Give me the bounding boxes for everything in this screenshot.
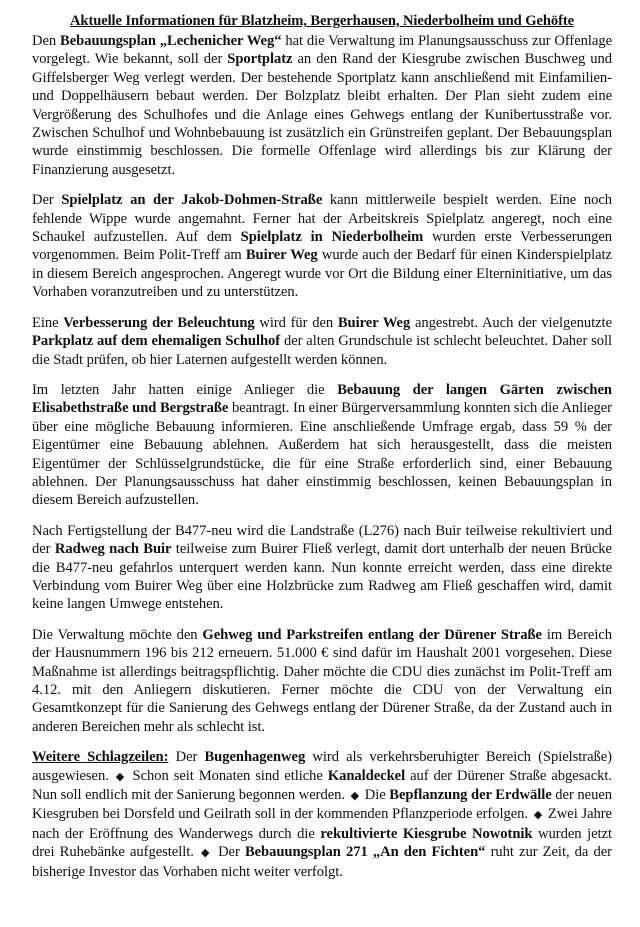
paragraph-bebauungsplan-lechenicher-weg [32, 32, 612, 179]
paragraph-bebauung-gaerten [32, 381, 612, 510]
diamond-bullet-icon: ◆ [350, 790, 360, 803]
text-run: wird für den [254, 314, 338, 331]
paragraph-weitere-schlagzeilen [32, 748, 612, 881]
text-run: wird als verkehrsberuhigter Bereich (Spielstraße) ausgewiesen. [32, 749, 612, 784]
text-run: angestrebt. Auch der vielgenutzte [410, 314, 612, 331]
bold-phrase: Spielplatz in Niederbolheim [240, 229, 424, 246]
text-run: Der [32, 192, 62, 209]
bold-phrase: Verbesserung der Beleuchtung [63, 314, 255, 331]
text-run: Die Verwaltung möchte den [32, 626, 203, 643]
paragraph-spielplatz [32, 191, 612, 301]
bold-phrase: Spielplatz an der Jakob-Dohmen-Straße [61, 192, 323, 209]
bold-phrase: Bugenhagenweg [204, 749, 306, 766]
diamond-bullet-icon: ◆ [533, 809, 543, 822]
text-run: im Bereich der Hausnummern 196 bis 212 erneuern. 51.000 € sind dafür im Haushalt 2001 vorgesehen. Diese Maßnahme ist allerdings beitragspflichtig. Daher möchte die CDU dies zunächst im Polit-Treff am 4.12. mit den Anliegern diskutieren. Ferner möchte die CDU von der Verwaltung ein Gesamtkonzept für die Sanierung des Gehwegs entlang der Dürener Straße, da der Zustand auch in anderen Bereichen mehr als schlecht ist. [32, 626, 612, 735]
text-run: ruht zur Zeit, da der bisherige Investor das Vorhaben nicht weiter verfolgt. [32, 844, 612, 880]
bold-phrase: Radweg nach Buir [54, 541, 172, 558]
bold-phrase: Gehweg und Parkstreifen entlang der Dürener Straße [202, 626, 542, 643]
text-run: der neuen Kiesgruben bei Dorsfeld und Geilrath soll in der kommenden Pflanzperiode erfolgen. [32, 787, 612, 823]
paragraph-gehweg-duerener-strasse [32, 626, 612, 736]
bold-phrase: Buirer Weg [245, 247, 318, 264]
paragraph-beleuchtung [32, 314, 612, 369]
text-run: wurde auch der Bedarf für einen Kinderspielplatz in diesem Bereich angesprochen. Angeregt wurde vor Ort die Bildung einer Elterninitiative, um das Vorhaben voranzutreiben und zu unterstützen. [32, 247, 612, 301]
text-run: Im letzten Jahr hatten einige Anlieger die [32, 381, 338, 398]
bold-phrase: Parkplatz auf dem ehemaligen Schulhof [32, 333, 281, 350]
bold-phrase: Bebauungsplan „Lechenicher Weg“ [60, 33, 282, 49]
bold-phrase: Kanaldeckel [327, 767, 406, 784]
paragraph-radweg-buir [32, 522, 612, 614]
diamond-bullet-icon: ◆ [115, 770, 126, 783]
section-label: Weitere Schlagzeilen: [32, 749, 169, 766]
bold-phrase: Bebauungsplan 271 „An den Fichten“ [244, 844, 486, 861]
bold-phrase: rekultivierte Kiesgrube Nowotnik [320, 825, 533, 842]
text-run: an den Rand der Kiesgrube zwischen Buschweg und Giffelsberger Weg verlegt werden. Der bestehende Sportplatz kann anschließend mit Einfamilien- und Doppelhäusern bebaut werden. Der Bolzplatz bleibt erhalten. Der Plan sieht zudem eine Vergrößerung des Schulhofes und die Anlage eines Gehwegs entlang der Kunibertusstraße vor. Zwischen Schulhof und Wohnbebauung ist zusätzlich ein Grünstreifen geplant. Der Bebauungsplan wurde einstimmig beschlossen. Die formelle Offenlage wird allerdings bis zur Klärung der Finanzierung ausgesetzt. [32, 51, 612, 178]
bold-phrase: Buirer Weg [337, 314, 411, 331]
bold-phrase: Bebauung der langen Gärten zwischen Elisabethstraße und Bergstraße [32, 381, 612, 417]
text-run: Eine [32, 314, 64, 331]
text-run: Nach Fertigstellung der B477-neu wird die Landstraße (L276) nach Buir teilweise rekultiviert und der [32, 522, 612, 558]
text-run: wurden erste Verbesserungen vorgenommen. Beim Polit-Treff am [32, 229, 612, 264]
text-run: Zwei Jahre nach der Eröffnung des Wanderwegs durch die [32, 806, 612, 842]
text-run: auf der Dürener Straße abgesackt. Nun soll endlich mit der Sanierung begonnen werden. [32, 767, 612, 804]
text-run: Der [212, 844, 245, 861]
text-run: Die [361, 787, 390, 804]
text-run: kann mittlerweile bespielt werden. Eine noch fehlende Wippe wurde angemahnt. Ferner hat der Arbeitskreis Spielplatz angeregt, noch eine Schaukel aufzustellen. Auf dem [32, 192, 613, 246]
bold-phrase: Sportplatz [227, 51, 293, 68]
text-run: der alten Grundschule ist schlecht beleuchtet. Daher soll die Stadt prüfen, ob hier Laternen aufgestellt werden können. [32, 333, 612, 368]
text-run: Schon seit Monaten sind etliche [127, 767, 328, 784]
article-body [32, 32, 612, 881]
text-run: Den [32, 33, 61, 49]
text-run: Der [168, 749, 205, 766]
diamond-bullet-icon: ◆ [200, 847, 211, 860]
text-run: teilweise zum Buirer Fließ verlegt, damit dort unterhalb der neuen Brücke die B477-neu gefahrlos unterquert werden kann. Nun konnte erreicht werden, dass eine direkte Verbindung vom Buirer Weg über eine Holzbrücke zum Radweg am Fließ geschaffen wird, damit keine langen Umwege entstehen. [32, 541, 612, 613]
bold-phrase: Bepflanzung der Erdwälle [389, 787, 552, 804]
text-run: wurden jetzt drei Ruhebänke aufgestellt. [32, 825, 612, 861]
text-run: hat die Verwaltung im Planungsausschuss zur Offenlage vorgelegt. Wie bekannt, soll der [32, 33, 612, 68]
text-run: beantragt. In einer Bürgerversammlung konnten sich die Anlieger über eine mögliche Bebauung informieren. Eine anschließende Umfrage ergab, dass 59 % der Eigentümer eine Bebauung ablehnen. Außerdem hat sich herausgestellt, dass die meisten Eigentümer der Schlüsselgrundstücke, die für eine Straße erforderlich sind, einer Bebauung ablehnen. Der Planungsausschuss hat daher einstimmig beschlossen, keinen Bebauungsplan in diesem Bereich aufzustellen. [32, 400, 612, 509]
page-title: Aktuelle Informationen für Blatzheim, Bergerhausen, Niederbolheim und Gehöfte [69, 13, 574, 29]
